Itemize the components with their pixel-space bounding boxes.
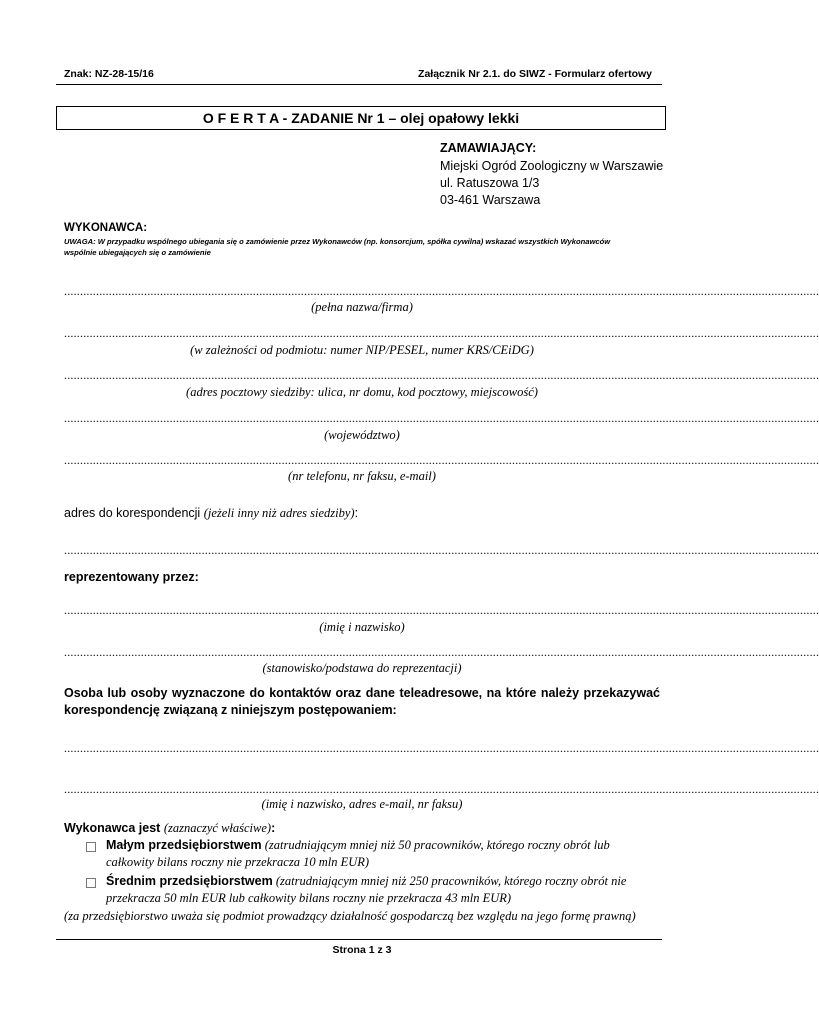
contact-caption: (imię i nazwisko, adres e-mail, nr faksu) (261, 797, 463, 811)
enterprise-footnote: (za przedsiębiorstwo uważa się podmiot prowadzący działalność gospodarczą bez względu na jego formę prawną) (64, 909, 636, 923)
nip-caption: (w zależności od podmiotu: numer NIP/PESEL, numer KRS/CEiDG) (190, 343, 534, 357)
page-number: Strona 1 z 3 (332, 944, 392, 956)
medium-enterprise-line2: przekracza 50 mln EUR lub całkowity bilans roczny nie przekracza 43 mln EUR) (106, 891, 512, 905)
offer-title: O F E R T A - ZADANIE Nr 1 – olej opałowy lekki (56, 106, 666, 130)
footer-rule (56, 939, 662, 940)
zamawiajacy-city: 03-461 Warszawa (440, 193, 541, 207)
correspondence-label: adres do korespondencji (jeżeli inny niż adres siedziby): (64, 506, 359, 520)
position-caption: (stanowisko/podstawa do reprezentacji) (262, 661, 462, 675)
wykonawca-note-line2: wspólnie ubiegających się o zamówienie (64, 248, 211, 257)
enterprise-label: Wykonawca jest (zaznaczyć właściwe): (64, 821, 276, 835)
document-reference: Znak: NZ-28-15/16 (64, 68, 154, 80)
wykonawca-label: WYKONAWCA: (64, 222, 148, 234)
wykonawca-note-line1: UWAGA: W przypadku wspólnego ubiegania się o zamówienie przez Wykonawców (np. konsorcjum, spółka cywilna) wskazać wszystkich Wykonawców (64, 237, 611, 246)
contact-field-line1[interactable]: ............................................................................................................................................................................................................................................ (64, 741, 819, 755)
correspondence-field-line[interactable]: ............................................................................................................................................................................................................................................ (64, 543, 819, 557)
contact-persons-line2: korespondencję związaną z niniejszym postępowaniem: (64, 703, 397, 717)
voivodeship-field-line[interactable]: ............................................................................................................................................................................................................................................ (64, 411, 819, 425)
phone-caption: (nr telefonu, nr faksu, e-mail) (288, 469, 436, 483)
position-field-line[interactable]: ............................................................................................................................................................................................................................................ (64, 645, 819, 659)
address-field-line[interactable]: ............................................................................................................................................................................................................................................ (64, 368, 819, 382)
small-enterprise-checkbox[interactable] (86, 842, 96, 852)
zamawiajacy-label: ZAMAWIAJĄCY: (440, 141, 537, 155)
nip-field-line[interactable]: ............................................................................................................................................................................................................................................ (64, 326, 819, 340)
small-enterprise-line2: całkowity bilans roczny nie przekracza 10 mln EUR) (106, 855, 370, 869)
name-field-line[interactable]: ............................................................................................................................................................................................................................................ (64, 284, 819, 298)
address-caption: (adres pocztowy siedziby: ulica, nr domu, kod pocztowy, miejscowość) (186, 385, 538, 399)
person-field-line[interactable]: ............................................................................................................................................................................................................................................ (64, 603, 819, 617)
contact-persons-line1: Osoba lub osoby wyznaczone do kontaktów oraz dane teleadresowe, na które należy przekazywać (64, 686, 660, 700)
zamawiajacy-name: Miejski Ogród Zoologiczny w Warszawie (440, 159, 664, 173)
medium-enterprise-line1: Średnim przedsiębiorstwem (zatrudniającym mniej niż 250 pracowników, którego roczny obrót nie (106, 874, 627, 888)
attachment-label: Załącznik Nr 2.1. do SIWZ - Formularz ofertowy (418, 68, 652, 80)
medium-enterprise-checkbox[interactable] (86, 878, 96, 888)
voivodeship-caption: (województwo) (324, 428, 400, 442)
person-caption: (imię i nazwisko) (319, 620, 405, 634)
small-enterprise-line1: Małym przedsiębiorstwem (zatrudniającym mniej niż 50 pracowników, którego roczny obrót lub (106, 838, 610, 852)
zamawiajacy-street: ul. Ratuszowa 1/3 (440, 176, 540, 190)
header-rule (56, 84, 662, 85)
name-caption: (pełna nazwa/firma) (311, 300, 413, 314)
contact-field-line2[interactable]: ............................................................................................................................................................................................................................................ (64, 782, 819, 796)
phone-field-line[interactable]: ............................................................................................................................................................................................................................................ (64, 453, 819, 467)
represented-by-label: reprezentowany przez: (64, 570, 199, 584)
